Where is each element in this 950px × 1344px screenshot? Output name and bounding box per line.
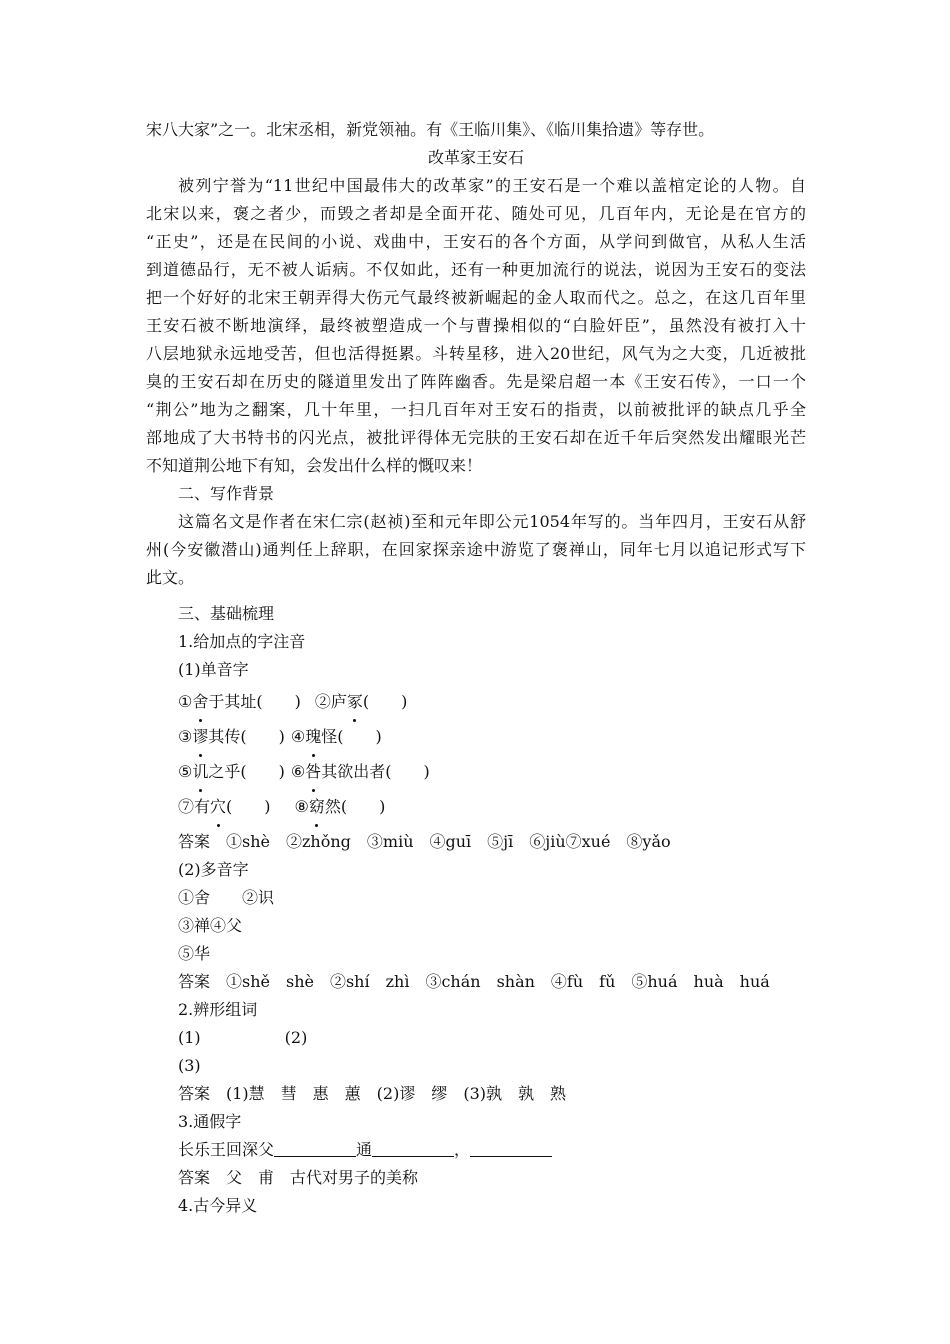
article-line: “荆公”地为之翻案，几十年里，一扫几百年对王安石的指责，以前被批评的缺点几乎全 xyxy=(146,400,806,419)
article-line: 臭的王安石却在历史的隧道里发出了阵阵幽香。先是梁启超一本《王安石传》，一口一个 xyxy=(146,372,806,391)
pinyin-item: ③谬其传( ) xyxy=(178,727,285,746)
section-heading-basics: 三、基础梳理 xyxy=(178,604,275,623)
q4-heading: 4.古今异义 xyxy=(178,1196,258,1215)
pinyin-item-row xyxy=(146,789,806,824)
pinyin-item-row xyxy=(146,684,806,719)
article-line: 到道德品行，无不被人诟病。不仅如此，还有一种更加流行的说法，说因为王安石的变法 xyxy=(146,260,806,279)
q2-label: (3) xyxy=(178,1056,201,1075)
article-line: 不知道荆公地下有知，会发出什么样的慨叹来！ xyxy=(146,456,483,475)
article-line: 北宋以来，褒之者少，而毁之者却是全面开花、随处可见，几百年内，无论是在官方的 xyxy=(146,204,806,223)
q1-multi-line: ⑤华 xyxy=(178,944,211,963)
background-line: 此文。 xyxy=(146,568,195,587)
article-line: 被列宁誉为“11世纪中国最伟大的改革家”的王安石是一个难以盖棺定论的人物。自 xyxy=(178,176,806,195)
article-line: 八层地狱永远地受苦，但也活得挺累。斗转星移，进入20世纪，风气为之大变，几近被批 xyxy=(146,344,806,363)
background-line: 州(今安徽潜山)通判任上辞职，在回家探亲途中游览了褒禅山，同年七月以追记形式写下 xyxy=(146,540,806,559)
pinyin-item: ⑤讥之乎( ) xyxy=(178,762,285,781)
article-text xyxy=(146,172,806,480)
answer-blank[interactable] xyxy=(274,1140,356,1157)
article-line: “正史”，还是在民间的小说、戏曲中，王安石的各个方面，从学问到做官，从私人生活 xyxy=(146,232,806,251)
background-line: 这篇名文是作者在宋仁宗(赵祯)至和元年即公元1054年写的。当年四月，王安石从舒 xyxy=(178,512,806,531)
article-line: 王安石被不断地演绎，最终被塑造成一个与曹操相似的“白脸奸臣”，虽然没有被打入十 xyxy=(146,316,806,335)
answer-blank[interactable] xyxy=(372,1140,454,1157)
pinyin-item: ①舍于其址( ) xyxy=(178,692,301,711)
q1-multi-answer: 答案 ①shě shè ②shí zhì ③chán shàn ④fù fǔ ⑤huá huà huá xyxy=(178,972,770,991)
q1-multi-heading: (2)多音字 xyxy=(178,860,249,879)
pinyin-item: ⑦有穴( ) xyxy=(178,797,271,816)
pinyin-item: ⑥咎其欲出者( ) xyxy=(291,762,430,781)
q1-heading: 1.给加点的字注音 xyxy=(178,632,306,651)
q2-label: (1) xyxy=(178,1028,201,1047)
article-title: 改革家王安石 xyxy=(427,148,524,167)
q3-question: 长乐王回深父 通 ， xyxy=(146,1136,806,1164)
q1-single-answer: 答案 ①shè ②zhǒng ③miù ④guī ⑤jī ⑥jiù⑦xué ⑧yǎo xyxy=(178,832,671,851)
q2-label: (2) xyxy=(284,1028,308,1047)
section-heading-background: 二、写作背景 xyxy=(178,484,275,503)
q1-single-heading: (1)单音字 xyxy=(178,660,249,679)
document-body xyxy=(146,116,806,1220)
intro-tail: 宋八大家”之一。北宋丞相，新党领袖。有《王临川集》、《临川集拾遗》等存世。 xyxy=(146,120,715,139)
q2-heading: 2.辨形组词 xyxy=(178,1000,258,1019)
q1-multi-line: ③禅④父 xyxy=(178,916,243,935)
article-line: 把一个好好的北宋王朝弄得大伤元气最终被新崛起的金人取而代之。总之，在这几百年里 xyxy=(146,288,806,307)
answer-blank[interactable] xyxy=(470,1140,552,1157)
q2-labels-row xyxy=(146,1024,806,1052)
q3-heading: 3.通假字 xyxy=(178,1112,242,1131)
q1-multi-line: ①舍 ②识 xyxy=(178,888,275,907)
pinyin-item: ②庐冢( ) xyxy=(315,692,408,711)
q3-answer: 答案 父 甫 古代对男子的美称 xyxy=(178,1168,419,1187)
pinyin-item: ④瑰怪( ) xyxy=(291,727,382,746)
q2-answer: 答案 (1)慧 彗 惠 蕙 (2)谬 缪 (3)孰 孰 熟 xyxy=(178,1084,566,1103)
pinyin-item: ⑧窈然( ) xyxy=(295,797,386,816)
pinyin-item-row xyxy=(146,719,806,754)
pinyin-item-row xyxy=(146,754,806,789)
article-line: 部地成了大书特书的闪光点，被批评得体无完肤的王安石却在近千年后突然发出耀眼光芒 xyxy=(146,428,806,447)
